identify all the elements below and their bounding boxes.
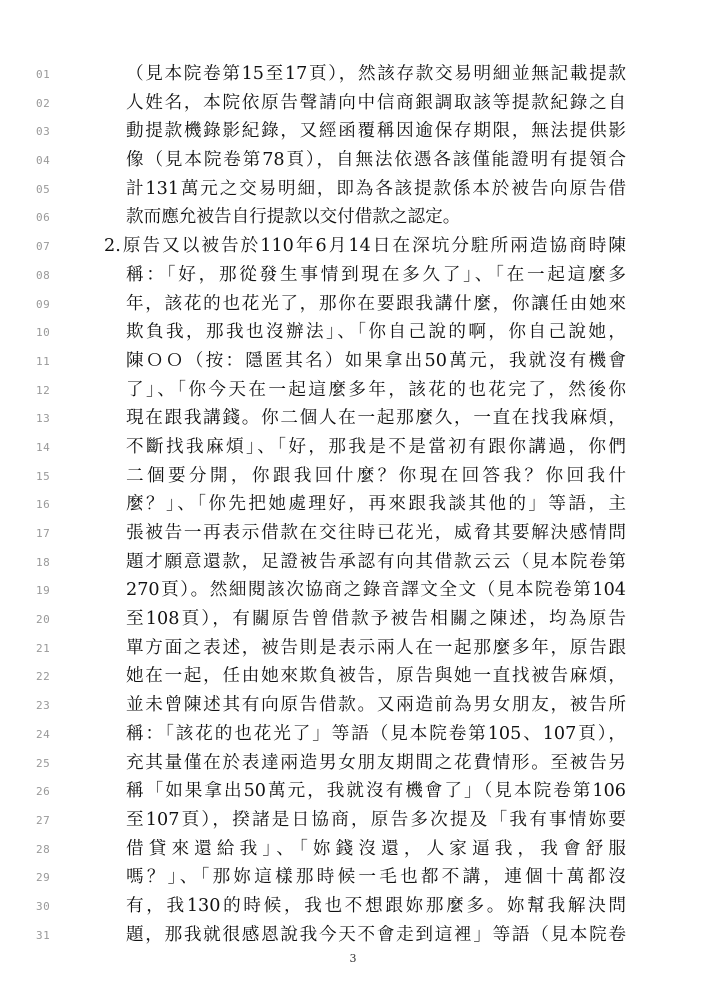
line-number: 19	[36, 584, 51, 598]
line-number: 05	[36, 182, 51, 196]
line-text: 270頁）。然細閱該次協商之錄音譯文全文（見本院卷第104	[126, 580, 626, 601]
line-number: 15	[36, 469, 51, 483]
line-text: 動提款機錄影紀錄，又經函覆稱因逾保存期限，無法提供影	[126, 121, 626, 142]
line-text: 現在跟我講錢。你二個人在一起那麼久，一直在找我麻煩，	[126, 408, 626, 429]
text-line	[0, 347, 706, 376]
text-line	[0, 261, 706, 290]
line-number: 08	[36, 268, 51, 282]
line-number: 22	[36, 670, 51, 684]
line-number: 25	[36, 756, 51, 770]
line-number: 26	[36, 785, 51, 799]
line-text: 她在一起，任由她來欺負被告，原告與她一直找被告麻煩，	[126, 666, 626, 687]
line-text: 稱：「好，那從發生事情到現在多久了」、「在一起這麼多	[126, 264, 626, 285]
line-text: 像（見本院卷第78頁），自無法依憑各該僅能證明有提領合	[126, 150, 626, 171]
line-text: 至107頁），揆諸是日協商，原告多次提及「我有事情妳要	[126, 809, 626, 830]
line-number: 18	[36, 555, 51, 569]
line-text: 借貸來還給我」、「妳錢沒還，人家逼我，我會舒服	[126, 838, 626, 859]
text-line	[0, 605, 706, 634]
line-text: 張被告一再表示借款在交往時已花光，威脅其要解決感情問	[126, 523, 626, 543]
line-number: 09	[36, 297, 51, 311]
text-line	[0, 662, 706, 691]
line-text: 欺負我，那我也沒辦法」、「你自己說的啊，你自己說她，	[126, 322, 626, 343]
line-text: 人姓名，本院依原告聲請向中信商銀調取該等提款紀錄之自	[126, 92, 626, 113]
line-text: 款而應允被告自行提款以交付借款之認定。	[126, 207, 461, 228]
line-text: 並未曾陳述其有向原告借款。又兩造前為男女朋友，被告所	[126, 695, 626, 716]
text-line	[0, 576, 706, 605]
text-line	[0, 863, 706, 892]
line-text: 二個要分開，你跟我回什麼？你現在回答我？你回我什	[126, 465, 626, 486]
text-line	[0, 835, 706, 864]
text-line	[0, 146, 706, 175]
line-number: 30	[36, 899, 51, 913]
line-text: 稱「如果拿出50萬元，我就沒有機會了」（見本院卷第106	[126, 781, 626, 802]
line-number: 31	[36, 928, 51, 942]
line-number: 16	[36, 498, 51, 512]
page-number: 3	[349, 952, 357, 965]
text-line	[0, 290, 706, 319]
line-text: 不斷找我麻煩」、「好，那我是不是當初有跟你講過，你們	[126, 436, 626, 457]
text-line	[0, 175, 706, 204]
line-text: 題才願意還款，足證被告承認有向其借款云云（見本院卷第	[126, 551, 626, 572]
line-number: 12	[36, 383, 51, 397]
text-line	[0, 60, 706, 89]
text-line	[0, 318, 706, 347]
line-number: 28	[36, 842, 51, 856]
text-line	[0, 490, 706, 519]
line-text: 題，那我就很感恩說我今天不會走到這裡」等語（見本院卷	[126, 924, 626, 945]
line-number: 20	[36, 613, 51, 627]
line-text: 單方面之表述，被告則是表示兩人在一起那麼多年，原告跟	[126, 637, 626, 658]
line-text: 稱：「該花的也花光了」等語（見本院卷第105、107頁），	[126, 723, 626, 744]
text-line	[0, 634, 706, 663]
line-number: 14	[36, 440, 51, 454]
text-line	[0, 548, 706, 577]
line-text: （見本院卷第15至17頁），然該存款交易明細並無記載提款	[126, 64, 626, 84]
line-number: 21	[36, 641, 51, 655]
line-text: 充其量僅在於表達兩造男女朋友期間之花費情形。至被告另	[126, 752, 626, 773]
line-number: 04	[36, 154, 51, 168]
line-text: 至108頁），有關原告曾借款予被告相關之陳述，均為原告	[126, 609, 626, 630]
text-line	[0, 462, 706, 491]
line-number: 17	[36, 527, 51, 540]
text-line	[0, 892, 706, 921]
line-text: 2.原告又以被告於110年6月14日在深坑分駐所兩造協商時陳	[104, 236, 626, 257]
text-line	[0, 806, 706, 835]
line-number: 07	[36, 240, 51, 254]
line-number: 24	[36, 727, 51, 741]
text-line	[0, 232, 706, 261]
text-line	[0, 519, 706, 548]
text-line	[0, 117, 706, 146]
text-line	[0, 720, 706, 749]
line-number: 10	[36, 326, 51, 340]
line-text: 嗎？」、「那妳這樣那時候一毛也都不講，連個十萬都沒	[126, 867, 626, 888]
line-text: 有，我130的時候，我也不想跟妳那麼多。妳幫我解決問	[126, 895, 626, 916]
line-number: 03	[36, 125, 51, 139]
line-number: 11	[36, 354, 51, 368]
text-line	[0, 433, 706, 462]
text-line	[0, 777, 706, 806]
line-text: 麼？」、「你先把她處理好，再來跟我談其他的」等語，主	[126, 494, 626, 515]
text-body	[0, 60, 706, 949]
text-line	[0, 921, 706, 950]
line-number: 13	[36, 412, 51, 426]
text-line	[0, 404, 706, 433]
text-line	[0, 749, 706, 778]
text-line	[0, 89, 706, 118]
line-text: 陳ＯＯ（按：隱匿其名）如果拿出50萬元，我就沒有機會	[126, 350, 626, 371]
line-text: 計131萬元之交易明細，即為各該提款係本於被告向原告借	[126, 178, 626, 199]
text-line	[0, 376, 706, 405]
line-text: 了」、「你今天在一起這麼多年，該花的也花完了，然後你	[126, 379, 626, 400]
line-number: 27	[36, 813, 51, 827]
line-number: 06	[36, 211, 51, 225]
line-number: 02	[36, 96, 51, 110]
line-number: 23	[36, 699, 51, 713]
text-line	[0, 691, 706, 720]
line-number: 29	[36, 871, 51, 885]
text-line	[0, 203, 706, 232]
line-text: 年，該花的也花光了，那你在要跟我講什麼，你讓任由她來	[126, 293, 626, 314]
line-number: 01	[36, 68, 51, 81]
